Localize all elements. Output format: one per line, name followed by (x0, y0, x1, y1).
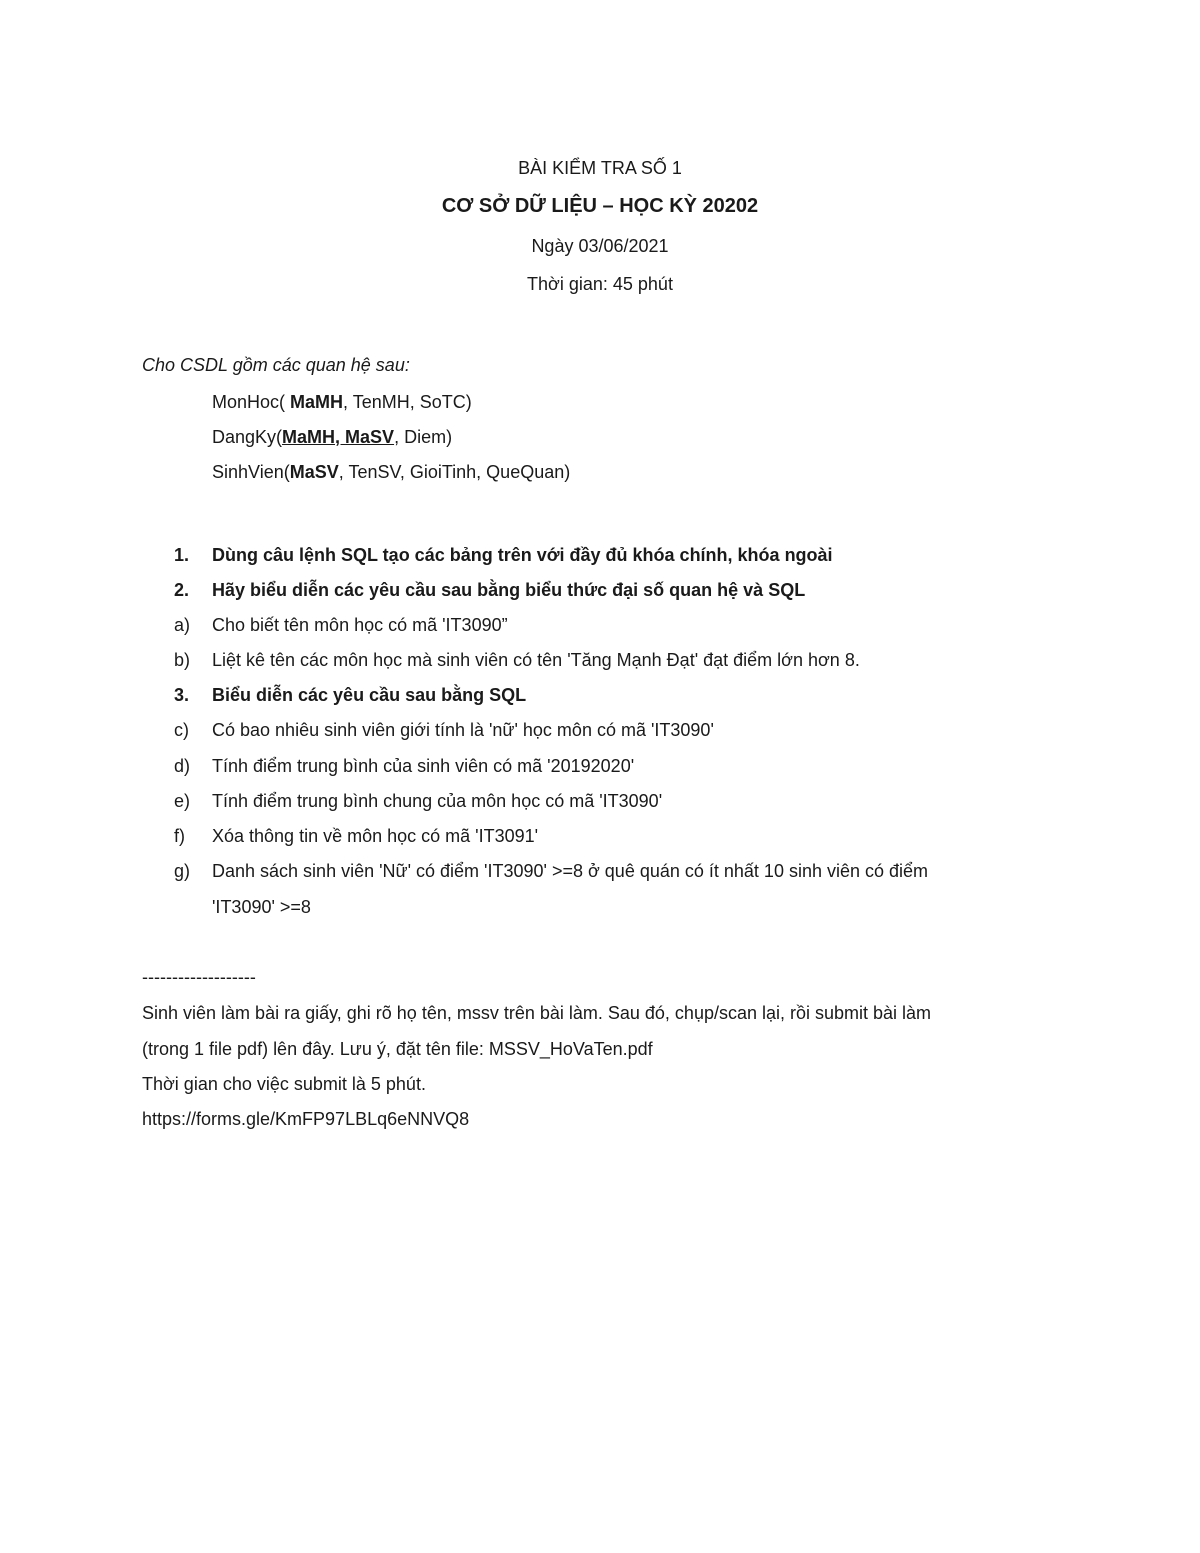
relation-monhoc (212, 391, 472, 413)
relation-name: MonHoc( (212, 392, 286, 412)
schema-intro: Cho CSDL gồm các quan hệ sau: (142, 355, 410, 375)
question-text: Cho biết tên môn học có mã 'IT3090” (212, 615, 508, 635)
relation-attributes: , TenSV, GioiTinh, QueQuan) (338, 462, 571, 482)
primary-key: MaSV (289, 462, 339, 482)
primary-key: MaMH, (282, 427, 346, 447)
question-text: Tính điểm trung bình của sinh viên có mã '20192020' (212, 756, 635, 776)
question-label: c) (174, 720, 189, 740)
question-label: 3. (174, 685, 190, 705)
question-text: Biểu diễn các yêu cầu sau bằng SQL (212, 685, 527, 705)
relation-attributes: , Diem) (394, 427, 453, 447)
relation-name: SinhVien( (212, 462, 290, 482)
separator-line: ------------------- (142, 967, 256, 987)
question-label: f) (174, 826, 185, 846)
instruction-line-1: Sinh viên làm bài ra giấy, ghi rõ họ tên, mssv trên bài làm. Sau đó, chụp/scan lại, rồi submit bài làm (142, 1003, 932, 1023)
question-text: Tính điểm trung bình chung của môn học có mã 'IT3090' (212, 791, 663, 811)
relation-attributes: , TenMH, SoTC) (343, 392, 472, 412)
relation-name: DangKy( (212, 427, 283, 447)
instruction-line-2: (trong 1 file pdf) lên đây. Lưu ý, đặt tên file: MSSV_HoVaTen.pdf (142, 1039, 653, 1059)
relation-sinhvien (212, 461, 570, 483)
exam-duration: Thời gian: 45 phút (527, 274, 673, 294)
question-label: g) (174, 861, 191, 881)
question-text: Dùng câu lệnh SQL tạo các bảng trên với đầy đủ khóa chính, khóa ngoài (212, 545, 833, 565)
exam-subtitle: BÀI KIỂM TRA SỐ 1 (518, 158, 682, 178)
question-label: b) (174, 650, 191, 670)
question-label: 1. (174, 545, 190, 565)
question-label: a) (174, 615, 191, 635)
question-text: Hãy biểu diễn các yêu cầu sau bằng biểu thức đại số quan hệ và SQL (212, 580, 806, 600)
question-label: e) (174, 791, 191, 811)
instruction-line-3: Thời gian cho việc submit là 5 phút. (142, 1074, 426, 1094)
question-text: Danh sách sinh viên 'Nữ' có điểm 'IT3090' >=8 ở quê quán có ít nhất 10 sinh viên có điểm (212, 861, 929, 881)
relation-dangky (212, 426, 452, 448)
exam-date: Ngày 03/06/2021 (531, 236, 669, 256)
question-label: d) (174, 756, 191, 776)
primary-key: MaSV (345, 427, 395, 447)
question-label: 2. (174, 580, 190, 600)
question-text: Có bao nhiêu sinh viên giới tính là 'nữ' học môn có mã 'IT3090' (212, 720, 714, 740)
exam-title: CƠ SỞ DỮ LIỆU – HỌC KỲ 20202 (441, 195, 759, 217)
question-g-continuation: 'IT3090' >=8 (212, 897, 311, 917)
question-text: Liệt kê tên các môn học mà sinh viên có tên 'Tăng Mạnh Đạt' đạt điểm lớn hơn 8. (212, 650, 860, 670)
question-text: Xóa thông tin về môn học có mã 'IT3091' (212, 826, 539, 846)
submission-link[interactable]: https://forms.gle/KmFP97LBLq6eNNVQ8 (142, 1109, 470, 1129)
primary-key: MaMH (285, 392, 344, 412)
